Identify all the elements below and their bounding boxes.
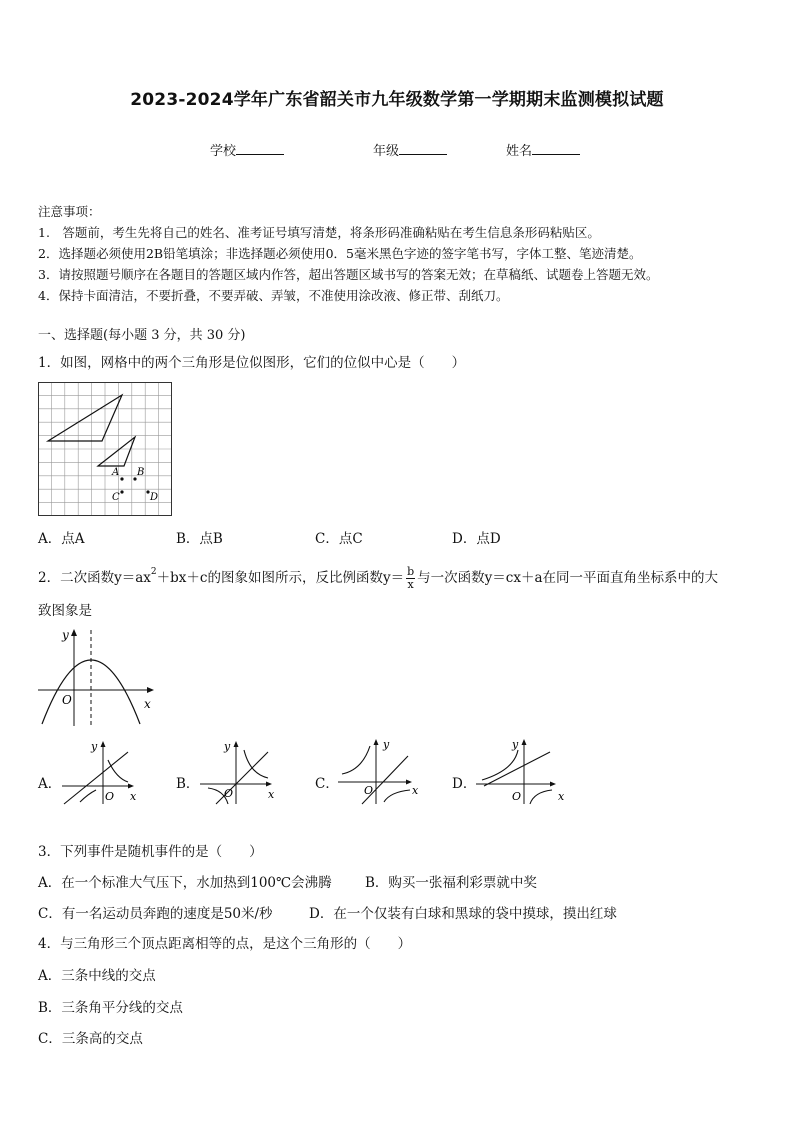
q2-parabola-figure [34, 626, 158, 730]
q1-option-a[interactable]: A．点A [38, 531, 85, 547]
q2-stem-part4: 在同一平面直角坐标系中的大 [542, 570, 718, 586]
name-field [506, 142, 580, 160]
point-c-dot [120, 490, 123, 493]
notice-item: 2．选择题必须使用2B铅笔填涂；非选择题必须使用0．5毫米黑色字迹的签字笔书写，字体工整、笔迹清楚。 [38, 246, 642, 261]
hyperbola-branch [80, 790, 96, 802]
notice-heading: 注意事项： [38, 204, 101, 219]
y-axis-label: y [383, 738, 390, 751]
q2-stem-part3: 与一次函数 [417, 570, 485, 586]
q1-option-b[interactable]: B．点B [176, 531, 223, 547]
y-axis-label: y [512, 738, 519, 751]
question-2-stem [38, 566, 718, 591]
y-axis-arrow [101, 741, 106, 747]
y-axis-arrow [71, 629, 77, 636]
school-field [210, 142, 284, 160]
q4-option-a[interactable]: A．三条中线的交点 [38, 968, 156, 984]
y-axis-arrow [374, 739, 379, 745]
origin-label: O [512, 790, 522, 803]
q2-option-b-label[interactable]: B． [176, 776, 200, 792]
x-axis-label: x [144, 697, 151, 711]
x-axis-label: x [412, 784, 419, 797]
q2-frac-den: x [407, 578, 414, 591]
q2-option-d-graph[interactable] [474, 736, 566, 806]
q3-option-c[interactable]: C．有一名运动员奔跑的速度是50米/秒 [38, 906, 273, 922]
origin-label: O [62, 693, 72, 707]
x-axis-label: x [268, 788, 275, 801]
x-axis-arrow [128, 784, 134, 789]
q2-stem-part1: 2．二次函数 [38, 570, 115, 586]
notice-item: 1. 答题前，考生先将自己的姓名、准考证号填写清楚，将条形码准确粘贴在考生信息条形码粘贴区。 [38, 225, 600, 240]
point-a-dot [120, 477, 123, 480]
notice-item: 3．请按照题号顺序在各题目的答题区域内作答，超出答题区域书写的答案无效；在草稿纸、试题卷上答题无效。 [38, 267, 659, 282]
y-axis-arrow [234, 741, 239, 747]
q2-exponent: 2 [150, 567, 157, 577]
q1-grid-figure [38, 382, 172, 516]
line-graph [484, 752, 550, 786]
q2-option-a-graph[interactable] [60, 738, 142, 806]
grade-label: 年级 [373, 144, 400, 159]
y-axis-arrow [522, 739, 527, 745]
origin-label: O [224, 787, 234, 800]
hyperbola-branch [530, 790, 552, 804]
q2-option-d-label[interactable]: D． [452, 776, 477, 792]
name-label: 姓名 [506, 144, 533, 159]
q1-option-c[interactable]: C．点C [315, 531, 363, 547]
q4-option-c[interactable]: C．三条高的交点 [38, 1031, 143, 1047]
question-1-stem: 1．如图，网格中的两个三角形是位似图形，它们的位似中心是（ ） [38, 355, 466, 371]
hyperbola-branch [482, 750, 518, 780]
x-axis-label: x [558, 790, 565, 803]
grade-field [373, 142, 447, 160]
x-axis-arrow [550, 782, 556, 787]
q2-stem-part2: 的图象如图所示，反比例函数 [207, 570, 383, 586]
hyperbola-branch [384, 790, 410, 802]
school-label: 学校 [210, 144, 237, 159]
x-axis-arrow [147, 687, 154, 693]
point-a-label: A [112, 467, 120, 478]
origin-label: O [105, 790, 115, 803]
q2-option-c-graph[interactable] [336, 736, 422, 806]
y-axis-label: y [91, 740, 98, 753]
q4-option-b[interactable]: B．三条角平分线的交点 [38, 1000, 183, 1016]
q3-option-b[interactable]: B．购买一张福利彩票就中奖 [365, 875, 537, 891]
point-c-label: C [112, 492, 120, 503]
large-triangle [48, 395, 122, 441]
name-blank [532, 142, 580, 155]
q2-eq-quad [114, 567, 208, 586]
section-heading: 一、选择题(每小题 3 分，共 30 分) [38, 328, 246, 343]
line-graph [64, 752, 128, 804]
grade-blank [399, 142, 447, 155]
point-b-label: B [137, 467, 145, 478]
x-axis-arrow [266, 782, 272, 787]
small-triangle [98, 437, 135, 466]
q1-option-d[interactable]: D．点D [452, 531, 501, 547]
question-4-stem: 4．与三角形三个顶点距离相等的点，是这个三角形的（ ） [38, 936, 412, 952]
q2-option-a-label[interactable]: A． [38, 776, 62, 792]
x-axis-label: x [130, 790, 137, 803]
question-2-stem-line2: 致图象是 [38, 603, 92, 619]
notice-item: 4．保持卡面清洁，不要折叠，不要弄破、弄皱，不准使用涂改液、修正带、刮纸刀。 [38, 288, 509, 303]
q2-option-c-label[interactable]: C． [315, 776, 339, 792]
q2-option-b-graph[interactable] [198, 738, 280, 806]
q2-eq-quad-b: ＋bx＋c [156, 570, 208, 586]
origin-label: O [364, 784, 374, 797]
q2-fraction [406, 566, 415, 591]
school-blank [236, 142, 284, 155]
q2-eq-lin: y＝cx＋a [484, 570, 543, 586]
y-axis-label: y [62, 628, 69, 642]
q2-eq-inv: y＝ [382, 570, 405, 586]
hyperbola-branch [108, 760, 128, 782]
y-axis-label: y [224, 740, 231, 753]
q2-frac-num: b [407, 565, 415, 578]
hyperbola-branch [342, 746, 370, 774]
page-title: 2023-2024学年广东省韶关市九年级数学第一学期期末监测模拟试题 [130, 90, 664, 110]
point-d-label: D [150, 492, 159, 503]
question-3-stem: 3．下列事件是随机事件的是（ ） [38, 844, 263, 860]
q2-eq-quad-a: y＝ax [114, 570, 151, 586]
q3-option-a[interactable]: A．在一个标准大气压下，水加热到100℃会沸腾 [38, 875, 332, 891]
q3-option-d[interactable]: D．在一个仅装有白球和黑球的袋中摸球，摸出红球 [309, 906, 617, 922]
